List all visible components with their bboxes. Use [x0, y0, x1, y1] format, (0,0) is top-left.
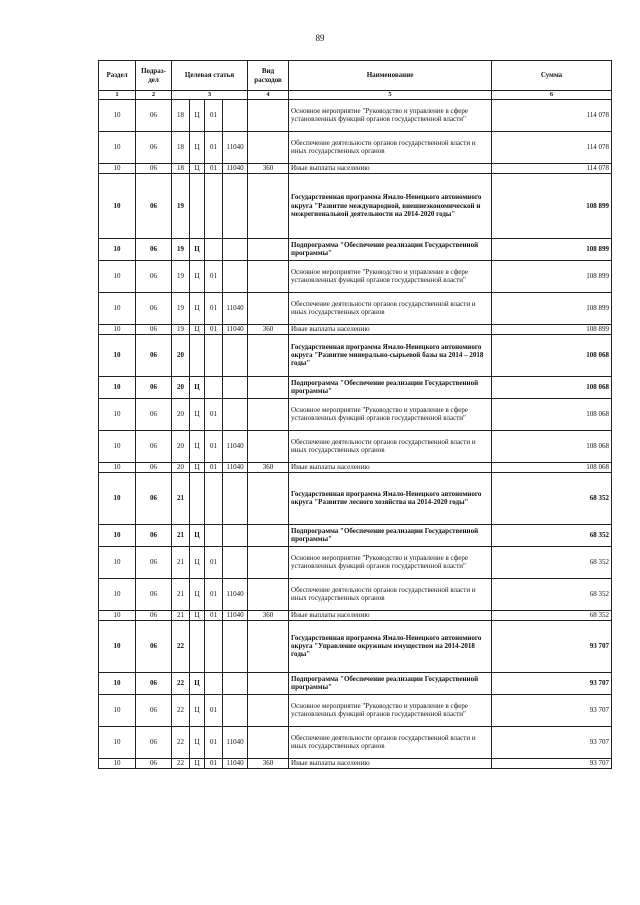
cell-name: Обеспечение деятельности органов государственной власти и иных государственных органов: [289, 726, 492, 758]
cell-podrazdel: 06: [136, 726, 172, 758]
cell-vid: [248, 430, 289, 462]
cell-name: Основное мероприятие "Руководство и управление в сфере установленных функций органов государственной власти": [289, 398, 492, 430]
cell-vid: [248, 524, 289, 546]
cell-razdel: 10: [99, 334, 136, 376]
table-row: [99, 726, 612, 758]
cell-razdel: 10: [99, 672, 136, 694]
cell-name: Иные выплаты населению: [289, 610, 492, 620]
table-row: [99, 398, 612, 430]
cell-razdel: 10: [99, 546, 136, 578]
table-body: [99, 99, 612, 768]
cell-podrazdel: 06: [136, 472, 172, 524]
cell-name: Государственная программа Ямало-Ненецкого автономного округа "Управление окружным имуществом на 2014-2018 годы": [289, 620, 492, 672]
cell-razdel: 10: [99, 578, 136, 610]
cell-target-subprogram: Ц: [190, 238, 205, 260]
cell-vid: [248, 398, 289, 430]
cell-target-measure: [205, 472, 223, 524]
cell-sum: 108 068: [492, 334, 612, 376]
cell-vid: [248, 260, 289, 292]
cell-vid: [248, 238, 289, 260]
cell-target-direction: [223, 398, 248, 430]
cell-sum: 114 078: [492, 163, 612, 173]
cell-target-measure: [205, 173, 223, 238]
cell-target-measure: 01: [205, 758, 223, 768]
table-row: [99, 376, 612, 398]
cell-target-program: 19: [172, 324, 190, 334]
cell-podrazdel: 06: [136, 620, 172, 672]
cell-target-direction: [223, 376, 248, 398]
cell-name: Основное мероприятие "Руководство и управление в сфере установленных функций органов государственной власти": [289, 694, 492, 726]
cell-target-direction: 11040: [223, 430, 248, 462]
table-row: [99, 260, 612, 292]
cell-target-subprogram: Ц: [190, 430, 205, 462]
cell-target-program: 20: [172, 430, 190, 462]
table-row: [99, 99, 612, 131]
cell-target-measure: 01: [205, 578, 223, 610]
cell-sum: 93 707: [492, 694, 612, 726]
cell-sum: 108 899: [492, 324, 612, 334]
cell-target-subprogram: Ц: [190, 672, 205, 694]
cell-sum: 93 707: [492, 758, 612, 768]
header-row: [99, 61, 612, 91]
column-number: 1: [99, 91, 136, 100]
cell-target-measure: [205, 376, 223, 398]
cell-target-measure: 01: [205, 546, 223, 578]
cell-target-direction: [223, 524, 248, 546]
cell-target-direction: [223, 238, 248, 260]
table-row: [99, 472, 612, 524]
cell-name: Иные выплаты населению: [289, 758, 492, 768]
cell-target-subprogram: Ц: [190, 163, 205, 173]
cell-razdel: 10: [99, 398, 136, 430]
cell-sum: 108 068: [492, 376, 612, 398]
cell-name: Государственная программа Ямало-Ненецкого автономного округа "Развитие минерально-сырьевой базы на 2014 – 2018 годы": [289, 334, 492, 376]
header-razdel: Раздел: [99, 61, 136, 91]
cell-razdel: 10: [99, 620, 136, 672]
cell-target-direction: 11040: [223, 292, 248, 324]
table-row: [99, 462, 612, 472]
cell-podrazdel: 06: [136, 260, 172, 292]
cell-razdel: 10: [99, 430, 136, 462]
page-number: 89: [315, 33, 325, 43]
cell-razdel: 10: [99, 173, 136, 238]
cell-razdel: 10: [99, 524, 136, 546]
cell-razdel: 10: [99, 694, 136, 726]
cell-target-direction: 11040: [223, 726, 248, 758]
cell-name: Подпрограмма "Обеспечение реализации Государственной программы": [289, 672, 492, 694]
table-row: [99, 173, 612, 238]
cell-vid: [248, 672, 289, 694]
cell-podrazdel: 06: [136, 292, 172, 324]
cell-name: Иные выплаты населению: [289, 324, 492, 334]
cell-target-program: 19: [172, 238, 190, 260]
cell-sum: 108 899: [492, 238, 612, 260]
cell-name: Обеспечение деятельности органов государственной власти и иных государственных органов: [289, 578, 492, 610]
cell-razdel: 10: [99, 260, 136, 292]
cell-target-subprogram: Ц: [190, 726, 205, 758]
cell-sum: 93 707: [492, 726, 612, 758]
cell-podrazdel: 06: [136, 324, 172, 334]
column-number-row: [99, 91, 612, 100]
cell-target-measure: 01: [205, 694, 223, 726]
cell-target-direction: [223, 620, 248, 672]
column-number: 4: [248, 91, 289, 100]
cell-podrazdel: 06: [136, 430, 172, 462]
cell-sum: 108 899: [492, 173, 612, 238]
cell-name: Иные выплаты населению: [289, 163, 492, 173]
cell-vid: [248, 546, 289, 578]
cell-name: Подпрограмма "Обеспечение реализации Государственной программы": [289, 524, 492, 546]
cell-name: Обеспечение деятельности органов государственной власти и иных государственных органов: [289, 430, 492, 462]
cell-target-direction: [223, 694, 248, 726]
cell-podrazdel: 06: [136, 398, 172, 430]
cell-target-direction: 11040: [223, 578, 248, 610]
cell-target-program: 22: [172, 620, 190, 672]
cell-target-direction: 11040: [223, 462, 248, 472]
cell-podrazdel: 06: [136, 610, 172, 620]
header-sum: Сумма: [492, 61, 612, 91]
cell-target-direction: 11040: [223, 163, 248, 173]
cell-target-program: 19: [172, 260, 190, 292]
cell-vid: [248, 726, 289, 758]
cell-sum: 93 707: [492, 672, 612, 694]
cell-target-measure: 01: [205, 131, 223, 163]
cell-target-measure: 01: [205, 324, 223, 334]
cell-sum: 114 078: [492, 131, 612, 163]
cell-target-subprogram: Ц: [190, 578, 205, 610]
budget-table: [98, 60, 612, 769]
cell-vid: [248, 578, 289, 610]
column-number: 6: [492, 91, 612, 100]
cell-target-measure: 01: [205, 462, 223, 472]
cell-target-direction: [223, 472, 248, 524]
cell-target-program: 20: [172, 376, 190, 398]
cell-target-subprogram: Ц: [190, 610, 205, 620]
cell-sum: 68 352: [492, 472, 612, 524]
cell-target-direction: [223, 260, 248, 292]
header-target: Целевая статья: [172, 61, 248, 91]
cell-target-program: 22: [172, 726, 190, 758]
cell-target-direction: 11040: [223, 131, 248, 163]
cell-vid: [248, 620, 289, 672]
cell-target-measure: [205, 334, 223, 376]
cell-sum: 108 899: [492, 292, 612, 324]
cell-name: Иные выплаты населению: [289, 462, 492, 472]
cell-razdel: 10: [99, 324, 136, 334]
table-row: [99, 238, 612, 260]
cell-target-direction: [223, 99, 248, 131]
cell-target-program: 20: [172, 398, 190, 430]
cell-target-program: 18: [172, 163, 190, 173]
table-row: [99, 758, 612, 768]
cell-vid: [248, 131, 289, 163]
cell-sum: 68 352: [492, 546, 612, 578]
cell-target-measure: 01: [205, 163, 223, 173]
cell-target-measure: 01: [205, 99, 223, 131]
cell-target-subprogram: Ц: [190, 758, 205, 768]
cell-razdel: 10: [99, 131, 136, 163]
cell-vid: [248, 472, 289, 524]
cell-target-measure: [205, 524, 223, 546]
cell-target-direction: [223, 672, 248, 694]
header-name: Наименование: [289, 61, 492, 91]
cell-name: Государственная программа Ямало-Ненецкого автономного округа "Развитие международной, внешнеэкономической и межрегиональной деятельности на 2014-2020 годы": [289, 173, 492, 238]
cell-sum: 114 078: [492, 99, 612, 131]
cell-razdel: 10: [99, 472, 136, 524]
cell-target-subprogram: Ц: [190, 324, 205, 334]
cell-podrazdel: 06: [136, 694, 172, 726]
cell-razdel: 10: [99, 726, 136, 758]
cell-vid: [248, 376, 289, 398]
table-row: [99, 163, 612, 173]
cell-name: Основное мероприятие "Руководство и управление в сфере установленных функций органов государственной власти": [289, 260, 492, 292]
cell-target-program: 22: [172, 758, 190, 768]
cell-name: Государственная программа Ямало-Ненецкого автономного округа "Развитие лесного хозяйства на 2014-2020 годы": [289, 472, 492, 524]
cell-target-direction: 11040: [223, 324, 248, 334]
cell-target-program: 19: [172, 292, 190, 324]
cell-target-program: 21: [172, 472, 190, 524]
cell-target-direction: [223, 173, 248, 238]
cell-target-measure: 01: [205, 726, 223, 758]
cell-target-program: 21: [172, 610, 190, 620]
cell-podrazdel: 06: [136, 163, 172, 173]
cell-vid: [248, 173, 289, 238]
cell-target-subprogram: Ц: [190, 131, 205, 163]
cell-target-subprogram: Ц: [190, 524, 205, 546]
cell-sum: 93 707: [492, 620, 612, 672]
cell-name: Подпрограмма "Обеспечение реализации Государственной программы": [289, 376, 492, 398]
cell-name: Обеспечение деятельности органов государственной власти и иных государственных органов: [289, 131, 492, 163]
cell-target-program: 20: [172, 334, 190, 376]
cell-razdel: 10: [99, 292, 136, 324]
cell-target-subprogram: Ц: [190, 694, 205, 726]
table-row: [99, 546, 612, 578]
cell-podrazdel: 06: [136, 334, 172, 376]
cell-razdel: 10: [99, 238, 136, 260]
cell-target-program: 22: [172, 694, 190, 726]
cell-podrazdel: 06: [136, 524, 172, 546]
cell-target-subprogram: Ц: [190, 376, 205, 398]
cell-target-direction: 11040: [223, 758, 248, 768]
cell-sum: 108 899: [492, 260, 612, 292]
cell-name: Подпрограмма "Обеспечение реализации Государственной программы": [289, 238, 492, 260]
cell-target-measure: 01: [205, 610, 223, 620]
cell-sum: 108 068: [492, 462, 612, 472]
table-row: [99, 620, 612, 672]
cell-target-program: 22: [172, 672, 190, 694]
cell-target-direction: 11040: [223, 610, 248, 620]
cell-razdel: 10: [99, 376, 136, 398]
cell-vid: 360: [248, 758, 289, 768]
cell-target-measure: [205, 672, 223, 694]
cell-target-subprogram: [190, 334, 205, 376]
cell-name: Обеспечение деятельности органов государственной власти и иных государственных органов: [289, 292, 492, 324]
table-row: [99, 672, 612, 694]
cell-vid: [248, 292, 289, 324]
cell-sum: 108 068: [492, 398, 612, 430]
cell-podrazdel: 06: [136, 376, 172, 398]
cell-name: Основное мероприятие "Руководство и управление в сфере установленных функций органов государственной власти": [289, 99, 492, 131]
cell-target-program: 18: [172, 131, 190, 163]
cell-target-subprogram: Ц: [190, 99, 205, 131]
header-podrazdel: Подраз-дел: [136, 61, 172, 91]
column-number: 5: [289, 91, 492, 100]
cell-target-subprogram: Ц: [190, 398, 205, 430]
cell-sum: 68 352: [492, 524, 612, 546]
table-row: [99, 694, 612, 726]
cell-vid: 360: [248, 462, 289, 472]
cell-podrazdel: 06: [136, 173, 172, 238]
cell-vid: [248, 694, 289, 726]
cell-target-program: 19: [172, 173, 190, 238]
cell-vid: 360: [248, 610, 289, 620]
table-row: [99, 292, 612, 324]
cell-target-program: 18: [172, 99, 190, 131]
cell-vid: 360: [248, 163, 289, 173]
cell-target-program: 21: [172, 578, 190, 610]
cell-target-direction: [223, 334, 248, 376]
cell-name: Основное мероприятие "Руководство и управление в сфере установленных функций органов государственной власти": [289, 546, 492, 578]
cell-podrazdel: 06: [136, 238, 172, 260]
cell-target-measure: [205, 620, 223, 672]
table-row: [99, 610, 612, 620]
table-row: [99, 524, 612, 546]
cell-razdel: 10: [99, 163, 136, 173]
cell-sum: 68 352: [492, 578, 612, 610]
column-number: 2: [136, 91, 172, 100]
table-row: [99, 131, 612, 163]
cell-target-subprogram: Ц: [190, 462, 205, 472]
cell-razdel: 10: [99, 99, 136, 131]
cell-sum: 108 068: [492, 430, 612, 462]
cell-target-subprogram: Ц: [190, 292, 205, 324]
table-row: [99, 334, 612, 376]
cell-target-program: 21: [172, 524, 190, 546]
cell-target-measure: 01: [205, 260, 223, 292]
cell-target-measure: [205, 238, 223, 260]
cell-podrazdel: 06: [136, 672, 172, 694]
cell-vid: [248, 99, 289, 131]
cell-target-direction: [223, 546, 248, 578]
table-row: [99, 430, 612, 462]
cell-sum: 68 352: [492, 610, 612, 620]
header-vid: Вид расходов: [248, 61, 289, 91]
cell-target-subprogram: [190, 472, 205, 524]
cell-target-subprogram: [190, 173, 205, 238]
cell-razdel: 10: [99, 462, 136, 472]
cell-target-subprogram: Ц: [190, 260, 205, 292]
cell-razdel: 10: [99, 758, 136, 768]
cell-podrazdel: 06: [136, 462, 172, 472]
cell-target-measure: 01: [205, 398, 223, 430]
cell-podrazdel: 06: [136, 546, 172, 578]
cell-vid: [248, 334, 289, 376]
cell-razdel: 10: [99, 610, 136, 620]
cell-target-program: 21: [172, 546, 190, 578]
cell-target-program: 20: [172, 462, 190, 472]
cell-target-measure: 01: [205, 292, 223, 324]
cell-podrazdel: 06: [136, 578, 172, 610]
table-row: [99, 324, 612, 334]
column-number: 3: [172, 91, 248, 100]
cell-target-measure: 01: [205, 430, 223, 462]
cell-target-subprogram: [190, 620, 205, 672]
cell-podrazdel: 06: [136, 758, 172, 768]
cell-target-subprogram: Ц: [190, 546, 205, 578]
cell-podrazdel: 06: [136, 131, 172, 163]
cell-podrazdel: 06: [136, 99, 172, 131]
cell-vid: 360: [248, 324, 289, 334]
table-row: [99, 578, 612, 610]
